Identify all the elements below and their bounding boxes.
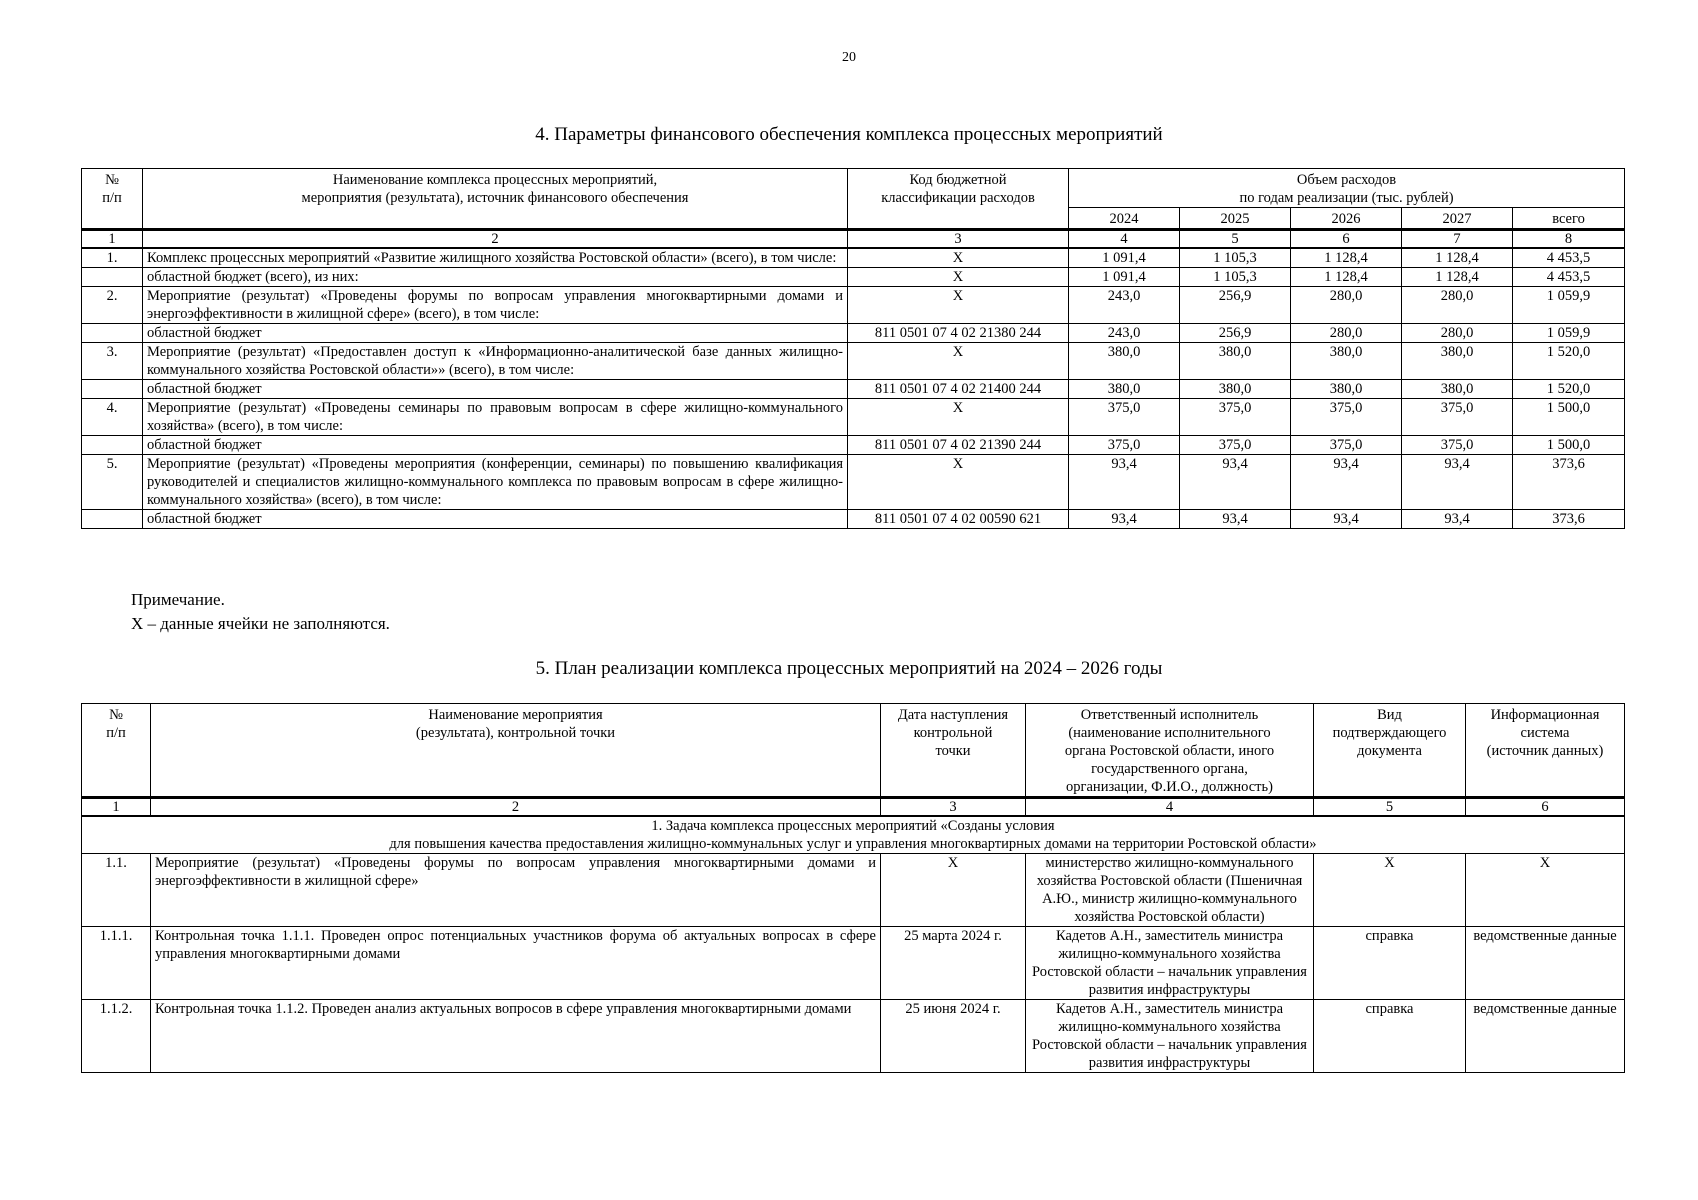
year-value: 380,0 xyxy=(1402,343,1513,380)
header-code: Код бюджетной классификации расходов xyxy=(848,169,1069,230)
column-number: 1 xyxy=(82,230,143,249)
row-name: областной бюджет (всего), из них: xyxy=(143,268,848,287)
header-year: 2025 xyxy=(1180,208,1291,230)
table-row xyxy=(82,380,1625,399)
year-value: 93,4 xyxy=(1402,510,1513,529)
budget-code: 811 0501 07 4 02 00590 621 xyxy=(848,510,1069,529)
year-value: 1 128,4 xyxy=(1402,268,1513,287)
table-row xyxy=(82,854,1625,927)
budget-code: X xyxy=(848,399,1069,436)
total-value: 1 059,9 xyxy=(1513,324,1625,343)
column-number: 2 xyxy=(151,798,881,817)
control-date: X xyxy=(881,854,1026,927)
budget-code: X xyxy=(848,268,1069,287)
note-text: X – данные ячейки не заполняются. xyxy=(131,614,390,633)
row-number: 3. xyxy=(82,343,143,380)
responsible-executor: Кадетов А.Н., заместитель министра жилищно-коммунального хозяйства Ростовской области – начальник управления развития инфраструктуры xyxy=(1026,927,1314,1000)
financing-table xyxy=(81,168,1625,529)
year-value: 375,0 xyxy=(1069,436,1180,455)
row-name: областной бюджет xyxy=(143,380,848,399)
responsible-executor: Кадетов А.Н., заместитель министра жилищно-коммунального хозяйства Ростовской области – начальник управления развития инфраструктуры xyxy=(1026,1000,1314,1073)
header-document: Вид подтверждающего документа xyxy=(1314,704,1466,798)
row-number xyxy=(82,268,143,287)
header-responsible: Ответственный исполнитель (наименование исполнительного органа Ростовской области, иного государственного органа, организации, Ф.И.О., должность) xyxy=(1026,704,1314,798)
table-row xyxy=(82,287,1625,324)
header-system: Информационная система (источник данных) xyxy=(1466,704,1625,798)
budget-code: X xyxy=(848,455,1069,510)
control-date: 25 марта 2024 г. xyxy=(881,927,1026,1000)
table-row xyxy=(82,343,1625,380)
row-number: 2. xyxy=(82,287,143,324)
column-number: 7 xyxy=(1402,230,1513,249)
row-name: Мероприятие (результат) «Проведены семинары по правовым вопросам в сфере жилищно-коммунального хозяйства» (всего), в том числе: xyxy=(143,399,848,436)
row-number xyxy=(82,436,143,455)
column-number: 1 xyxy=(82,798,151,817)
year-value: 1 128,4 xyxy=(1291,268,1402,287)
row-name: Мероприятие (результат) «Предоставлен доступ к «Информационно-аналитической базе данных жилищно-коммунального хозяйства Ростовской области»» (всего), в том числе: xyxy=(143,343,848,380)
year-value: 93,4 xyxy=(1291,455,1402,510)
header-volume: Объем расходов по годам реализации (тыс. рублей) xyxy=(1069,169,1625,208)
table-row xyxy=(82,927,1625,1000)
document-type: справка xyxy=(1314,927,1466,1000)
year-value: 280,0 xyxy=(1402,287,1513,324)
column-number: 5 xyxy=(1314,798,1466,817)
header-no: № п/п xyxy=(82,169,143,230)
total-value: 1 500,0 xyxy=(1513,399,1625,436)
header-name: Наименование мероприятия (результата), контрольной точки xyxy=(151,704,881,798)
column-number: 6 xyxy=(1291,230,1402,249)
row-number: 1.1.1. xyxy=(82,927,151,1000)
header-no: № п/п xyxy=(82,704,151,798)
year-value: 380,0 xyxy=(1069,343,1180,380)
column-number: 3 xyxy=(881,798,1026,817)
table-row xyxy=(82,1000,1625,1073)
row-number xyxy=(82,324,143,343)
budget-code: 811 0501 07 4 02 21400 244 xyxy=(848,380,1069,399)
year-value: 375,0 xyxy=(1180,399,1291,436)
total-value: 373,6 xyxy=(1513,510,1625,529)
year-value: 93,4 xyxy=(1069,455,1180,510)
table-row xyxy=(82,248,1625,268)
row-number: 4. xyxy=(82,399,143,436)
table-row xyxy=(82,436,1625,455)
table-row xyxy=(82,510,1625,529)
year-value: 380,0 xyxy=(1180,380,1291,399)
year-value: 93,4 xyxy=(1180,510,1291,529)
column-number: 8 xyxy=(1513,230,1625,249)
column-number: 5 xyxy=(1180,230,1291,249)
year-value: 1 105,3 xyxy=(1180,248,1291,268)
column-number: 2 xyxy=(143,230,848,249)
row-name: Мероприятие (результат) «Проведены форумы по вопросам управления многоквартирными домами и энергоэффективности в жилищной сфере» (всего), в том числе: xyxy=(143,287,848,324)
control-date: 25 июня 2024 г. xyxy=(881,1000,1026,1073)
year-value: 1 091,4 xyxy=(1069,268,1180,287)
year-value: 256,9 xyxy=(1180,287,1291,324)
year-value: 93,4 xyxy=(1291,510,1402,529)
column-number: 4 xyxy=(1069,230,1180,249)
total-value: 373,6 xyxy=(1513,455,1625,510)
year-value: 375,0 xyxy=(1402,399,1513,436)
row-number: 1.1. xyxy=(82,854,151,927)
budget-code: 811 0501 07 4 02 21380 244 xyxy=(848,324,1069,343)
year-value: 380,0 xyxy=(1180,343,1291,380)
information-system: X xyxy=(1466,854,1625,927)
page-number: 20 xyxy=(842,50,856,65)
budget-code: X xyxy=(848,248,1069,268)
table-row xyxy=(82,324,1625,343)
year-value: 380,0 xyxy=(1402,380,1513,399)
total-value: 1 059,9 xyxy=(1513,287,1625,324)
year-value: 256,9 xyxy=(1180,324,1291,343)
budget-code: 811 0501 07 4 02 21390 244 xyxy=(848,436,1069,455)
total-value: 1 520,0 xyxy=(1513,380,1625,399)
year-value: 375,0 xyxy=(1069,399,1180,436)
column-number: 6 xyxy=(1466,798,1625,817)
year-value: 375,0 xyxy=(1291,436,1402,455)
row-name: Контрольная точка 1.1.1. Проведен опрос потенциальных участников форума об актуальных вопросах в сфере управления многоквартирными домами xyxy=(151,927,881,1000)
year-value: 380,0 xyxy=(1069,380,1180,399)
year-value: 280,0 xyxy=(1291,324,1402,343)
year-value: 380,0 xyxy=(1291,343,1402,380)
total-value: 1 520,0 xyxy=(1513,343,1625,380)
year-value: 243,0 xyxy=(1069,287,1180,324)
year-value: 375,0 xyxy=(1180,436,1291,455)
year-value: 1 091,4 xyxy=(1069,248,1180,268)
header-date: Дата наступления контрольной точки xyxy=(881,704,1026,798)
year-value: 375,0 xyxy=(1291,399,1402,436)
row-number xyxy=(82,510,143,529)
total-value: 1 500,0 xyxy=(1513,436,1625,455)
responsible-executor: министерство жилищно-коммунального хозяйства Ростовской области (Пшеничная А.Ю., министр жилищно-коммунального хозяйства Ростовской области) xyxy=(1026,854,1314,927)
row-name: областной бюджет xyxy=(143,324,848,343)
table-row xyxy=(82,399,1625,436)
header-year: 2024 xyxy=(1069,208,1180,230)
table-row xyxy=(82,455,1625,510)
year-value: 375,0 xyxy=(1402,436,1513,455)
section-4-title: 4. Параметры финансового обеспечения комплекса процессных мероприятий xyxy=(535,124,1163,145)
document-type: X xyxy=(1314,854,1466,927)
note-title: Примечание. xyxy=(131,590,225,609)
year-value: 280,0 xyxy=(1402,324,1513,343)
year-value: 1 128,4 xyxy=(1402,248,1513,268)
year-value: 93,4 xyxy=(1180,455,1291,510)
column-number: 4 xyxy=(1026,798,1314,817)
year-value: 1 105,3 xyxy=(1180,268,1291,287)
header-total: всего xyxy=(1513,208,1625,230)
plan-table xyxy=(81,703,1625,1073)
budget-code: X xyxy=(848,287,1069,324)
row-number: 1. xyxy=(82,248,143,268)
total-value: 4 453,5 xyxy=(1513,248,1625,268)
column-number: 3 xyxy=(848,230,1069,249)
table-row xyxy=(82,268,1625,287)
row-name: Мероприятие (результат) «Проведены форумы по вопросам управления многоквартирными домами и энергоэффективности в жилищной сфере» xyxy=(151,854,881,927)
row-name: областной бюджет xyxy=(143,510,848,529)
document-type: справка xyxy=(1314,1000,1466,1073)
year-value: 93,4 xyxy=(1402,455,1513,510)
task-heading: 1. Задача комплекса процессных мероприятий «Созданы условия для повышения качества предоставления жилищно-коммунальных услуг и управления многоквартирных домами на территории Ростовской области» xyxy=(82,816,1625,854)
header-year: 2026 xyxy=(1291,208,1402,230)
row-number: 5. xyxy=(82,455,143,510)
row-number: 1.1.2. xyxy=(82,1000,151,1073)
header-year: 2027 xyxy=(1402,208,1513,230)
row-name: Мероприятие (результат) «Проведены мероприятия (конференции, семинары) по повышению квалификация руководителей и специалистов жилищно-коммунального комплекса по правовым вопросам в сфере жилищно-коммунального хозяйства» (всего), в том числе: xyxy=(143,455,848,510)
year-value: 280,0 xyxy=(1291,287,1402,324)
year-value: 380,0 xyxy=(1291,380,1402,399)
year-value: 93,4 xyxy=(1069,510,1180,529)
row-name: областной бюджет xyxy=(143,436,848,455)
row-name: Комплекс процессных мероприятий «Развитие жилищного хозяйства Ростовской области» (всего), в том числе: xyxy=(143,248,848,268)
header-name: Наименование комплекса процессных мероприятий, мероприятия (результата), источник финансового обеспечения xyxy=(143,169,848,230)
information-system: ведомственные данные xyxy=(1466,1000,1625,1073)
budget-code: X xyxy=(848,343,1069,380)
information-system: ведомственные данные xyxy=(1466,927,1625,1000)
row-name: Контрольная точка 1.1.2. Проведен анализ актуальных вопросов в сфере управления многоквартирными домами xyxy=(151,1000,881,1073)
section-5-title: 5. План реализации комплекса процессных мероприятий на 2024 – 2026 годы xyxy=(535,658,1163,679)
year-value: 243,0 xyxy=(1069,324,1180,343)
year-value: 1 128,4 xyxy=(1291,248,1402,268)
row-number xyxy=(82,380,143,399)
total-value: 4 453,5 xyxy=(1513,268,1625,287)
